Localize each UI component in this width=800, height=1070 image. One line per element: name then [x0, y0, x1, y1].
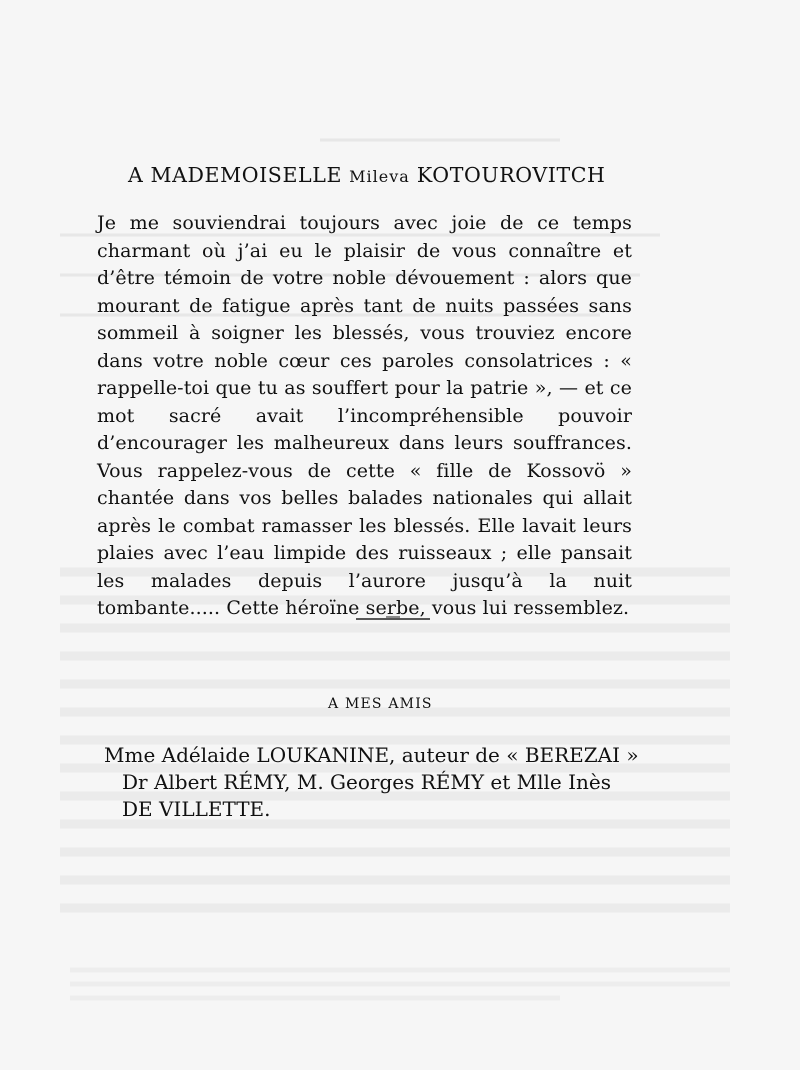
friends-line-2: Dr Albert RÉMY, M. Georges RÉMY et Mlle Inès: [122, 770, 612, 794]
friends-dedication: [104, 742, 664, 823]
separator-ornament: [356, 616, 430, 622]
dedication-title-last-name: KOTOUROVITCH: [409, 163, 606, 187]
friends-heading: A MES AMIS: [328, 696, 433, 712]
friends-line-3: DE VILLETTE.: [122, 797, 271, 821]
dedication-title: [128, 163, 605, 187]
dedication-paragraph: Je me souviendrai toujours avec joie de ce temps charmant où j’ai eu le plaisir de vous connaître et d’être témoin de votre noble dévouement : alors que mourant de fatigue après tant de nuits passées sans sommeil à soigner les blessés, vous trouviez encore dans votre noble cœur ces paroles consolatrices : « rappelle-toi que tu as souffert pour la patrie », — et ce mot sacré avait l’incompréhensible pouvoir d’encourager les malheureux dans leurs souffrances. Vous rappelez-vous de cette « fille de Kossovö » chantée dans vos belles balades nationales qui allait après le combat ramasser les blessés. Elle lavait leurs plaies avec l’eau limpide des ruisseaux ; elle pansait les malades depuis l’aurore jusqu’à la nuit tombante..... Cette héroïne serbe, vous lui ressemblez.: [97, 212, 632, 619]
friends-line-1: Mme Adélaide LOUKANINE, auteur de « BEREZAI »: [104, 743, 639, 767]
dedication-title-prefix: A MADEMOISELLE: [128, 163, 350, 187]
dedication-title-first-name: Mileva: [349, 167, 410, 186]
